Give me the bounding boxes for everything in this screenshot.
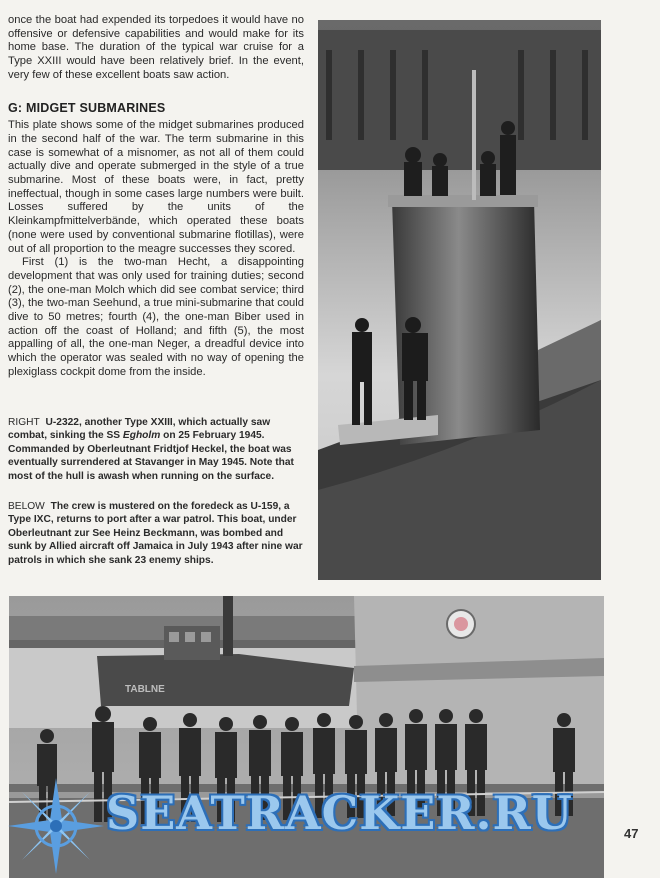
section-heading: G: MIDGET SUBMARINES bbox=[8, 100, 166, 115]
compass-icon bbox=[8, 778, 104, 874]
section-paragraph: This plate shows some of the midget submarines produced in the second half of the war. The term submarine in this case is somewhat of a misnomer, as not all of them could actually dive and operate submerged in the style of a true submarine. Most of these boats were, in fact, pretty ineffectual, though in some cases large numbers were built. Losses suffered by the units of the Kleinkampfmittelverbände, which operated these boats (none were used by conventional submarine flotillas), were out of all proportion to the meagre successes they scored. bbox=[8, 119, 304, 255]
photo-u2322-conning-tower bbox=[318, 20, 601, 580]
watermark-text: SEATRACKER.RU bbox=[106, 786, 573, 840]
intro-paragraph: once the boat had expended its torpedoes it would have no offensive or defensive capabilities and would make for its home base. The duration of the typical war cruise for a Type XXIII would have been relatively brief. In the event, very few of these excellent boats saw action. bbox=[8, 14, 304, 81]
caption-text: U-2322, another Type XXIII, which actually saw combat, sinking the SS bbox=[8, 417, 271, 442]
ship-name: Egholm bbox=[122, 430, 161, 442]
tug-lettering: TABLNE bbox=[125, 684, 165, 695]
caption-below bbox=[8, 500, 304, 567]
article-text-column bbox=[8, 14, 304, 380]
caption-text: on 25 February 1945. Commanded by Oberleutnant Fridtjof Heckel, the boat was eventually surrendered at Stavanger in May 1945. Note that most of the hull is awash when running on the surface. bbox=[8, 430, 294, 482]
caption-lead: RIGHT bbox=[8, 417, 40, 428]
caption-text: The crew is mustered on the foredeck as U-159, a Type IXC, returns to port after a war patrol. This boat, under Oberleutnant zur See Heinz Beckmann, was bombed and sunk by Allied aircraft off Jamaica in July 1943 after nine war patrols in which she sank 23 enemy ships. bbox=[8, 501, 303, 566]
watermark bbox=[8, 778, 648, 874]
caption-right bbox=[8, 416, 304, 483]
section-paragraph: First (1) is the two-man Hecht, a disappointing development that was only used for training duties; second (2), the one-man Molch which did see combat service; third (3), the two-man Seehund, a true mini-submarine that could dive to 50 metres; fourth (4), the one-man Biber used in action off the coast of Holland; and fifth (5), the most appalling of all, the one-man Neger, a dreadful device into which the operator was sealed with no way of opening the plexiglass cockpit dome from the inside. bbox=[8, 256, 304, 378]
caption-lead: BELOW bbox=[8, 501, 45, 512]
page-number: 47 bbox=[624, 826, 639, 841]
